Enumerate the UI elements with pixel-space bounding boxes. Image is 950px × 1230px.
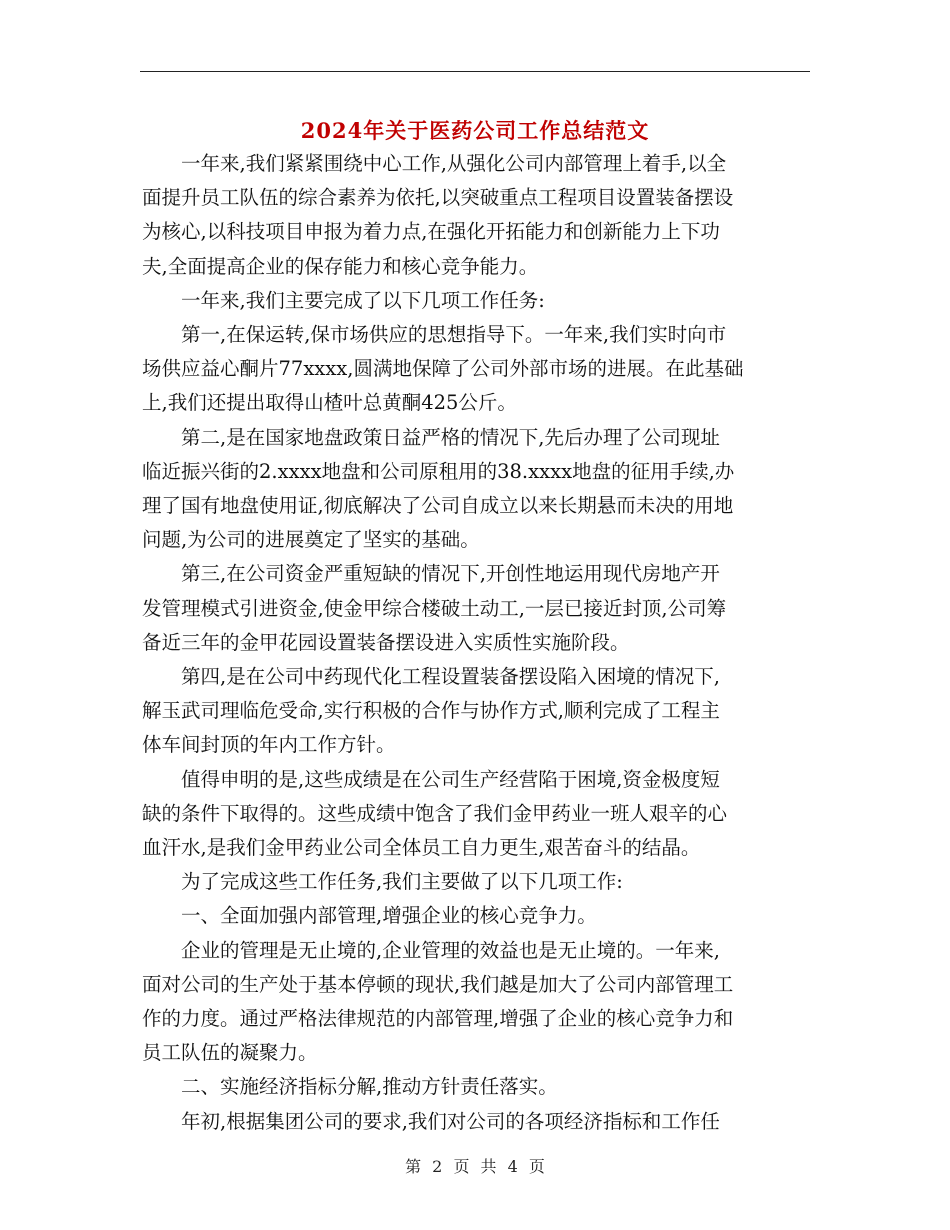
body-line: 问题,为公司的进展奠定了坚实的基础。 (142, 528, 480, 552)
header-rule (140, 71, 810, 72)
body-line: 体车间封顶的年内工作方针。 (142, 733, 396, 757)
body-line: 临近振兴街的2.xxxx地盘和公司原租用的38.xxxx地盘的征用手续,办 (142, 459, 735, 483)
body-line: 作的力度。通过严格法律规范的内部管理,增强了企业的核心竞争力和 (142, 1007, 734, 1031)
body-line: 解玉武司理临危受命,实行积极的合作与协作方式,顺利完成了工程主 (142, 699, 720, 723)
body-line: 面对公司的生产处于基本停顿的现状,我们越是加大了公司内部管理工 (142, 972, 734, 996)
body-line: 二、实施经济指标分解,推动方针责任落实。 (142, 1075, 558, 1099)
body-line: 值得申明的是,这些成绩是在公司生产经营陷于困境,资金极度短 (142, 767, 720, 791)
body-line: 为核心,以科技项目申报为着力点,在强化开拓能力和创新能力上下功 (142, 220, 720, 244)
document-title: 2024年关于医药公司工作总结范文 (300, 118, 650, 143)
body-line: 一、全面加强内部管理,增强企业的核心竞争力。 (142, 904, 597, 928)
body-line: 备近三年的金甲花园设置装备摆设进入实质性实施阶段。 (142, 630, 630, 654)
body-line: 第四,是在公司中药现代化工程设置装备摆设陷入困境的情况下, (142, 665, 720, 689)
document-body (142, 147, 810, 1139)
body-line: 第三,在公司资金严重短缺的情况下,开创性地运用现代房地产开 (142, 562, 720, 586)
body-line: 一年来,我们主要完成了以下几项工作任务: (142, 288, 545, 312)
body-line: 上,我们还提出取得山楂叶总黄酮425公斤。 (142, 391, 517, 415)
body-line: 理了国有地盘使用证,彻底解决了公司自成立以来长期悬而未决的用地 (142, 494, 734, 518)
page-number-footer: 第 2 页 共 4 页 (405, 1157, 545, 1176)
body-line: 一年来,我们紧紧围绕中心工作,从强化公司内部管理上着手,以全 (142, 152, 727, 175)
body-line: 血汗水,是我们金甲药业公司全体员工自力更生,艰苦奋斗的结晶。 (142, 836, 701, 860)
body-line: 缺的条件下取得的。这些成绩中饱含了我们金甲药业一班人艰辛的心 (142, 801, 728, 825)
body-line: 场供应益心酮片77xxxx,圆满地保障了公司外部市场的进展。在此基础 (142, 357, 744, 381)
body-line: 发管理模式引进资金,使金甲综合楼破土动工,一层已接近封顶,公司筹 (142, 596, 727, 620)
body-line: 员工队伍的凝聚力。 (142, 1041, 318, 1065)
body-line: 年初,根据集团公司的要求,我们对公司的各项经济指标和工作任 (142, 1109, 720, 1133)
body-line: 为了完成这些工作任务,我们主要做了以下几项工作: (142, 870, 623, 894)
body-line: 第二,是在国家地盘政策日益严格的情况下,先后办理了公司现址 (142, 425, 720, 449)
body-line: 面提升员工队伍的综合素养为依托,以突破重点工程项目设置装备摆设 (142, 186, 734, 210)
body-line: 企业的管理是无止境的,企业管理的效益也是无止境的。一年来, (142, 938, 720, 962)
body-line: 夫,全面提高企业的保存能力和核心竞争能力。 (142, 254, 539, 278)
body-line: 第一,在保运转,保市场供应的思想指导下。一年来,我们实时向市 (142, 323, 727, 347)
